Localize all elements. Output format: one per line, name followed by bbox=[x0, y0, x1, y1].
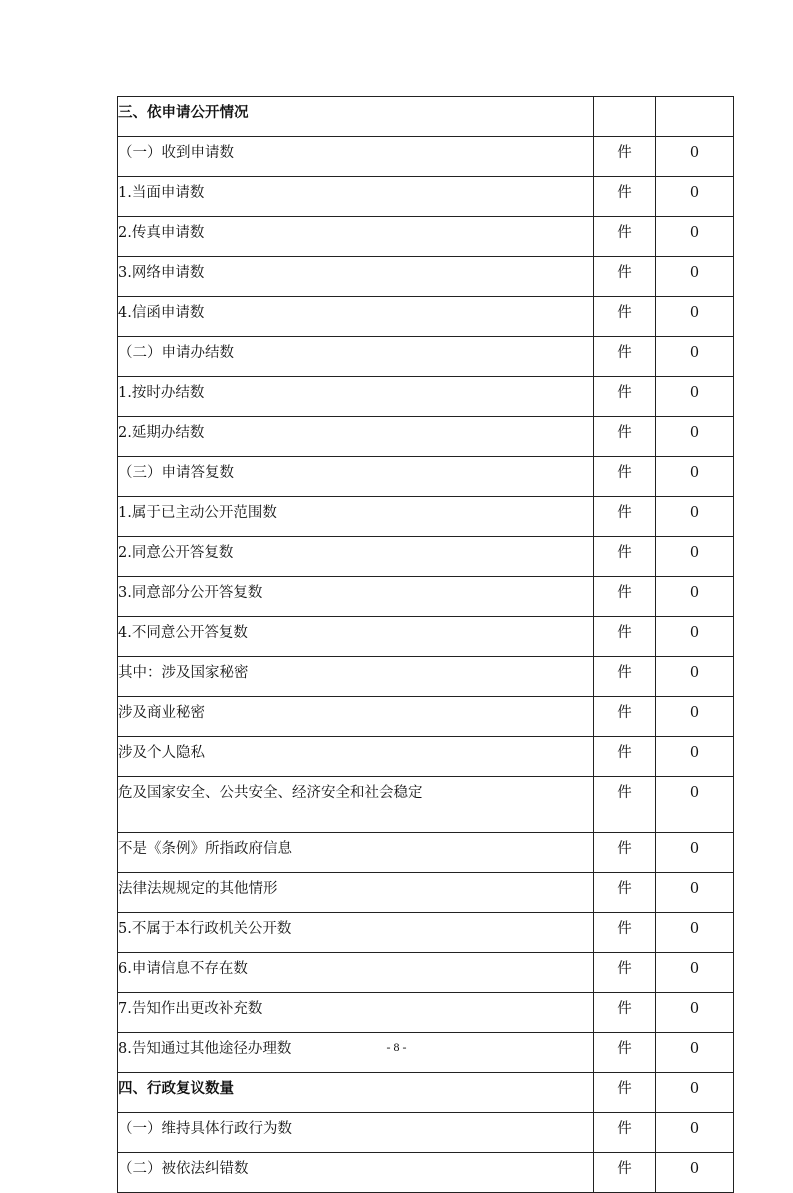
item-label: 不是《条例》所指政府信息 bbox=[118, 833, 594, 873]
value-cell: 0 bbox=[656, 737, 734, 777]
table-row bbox=[118, 137, 734, 177]
unit-cell: 件 bbox=[594, 873, 656, 913]
item-label: 2.同意公开答复数 bbox=[118, 537, 594, 577]
table-row bbox=[118, 177, 734, 217]
statistics-table bbox=[117, 96, 734, 1193]
unit-cell: 件 bbox=[594, 297, 656, 337]
table-row bbox=[118, 537, 734, 577]
item-label: 涉及商业秘密 bbox=[118, 697, 594, 737]
table-row bbox=[118, 777, 734, 833]
value-cell: 0 bbox=[656, 913, 734, 953]
table-row bbox=[118, 217, 734, 257]
unit-cell: 件 bbox=[594, 457, 656, 497]
value-cell: 0 bbox=[656, 297, 734, 337]
item-label: 1.属于已主动公开范围数 bbox=[118, 497, 594, 537]
unit-cell: 件 bbox=[594, 497, 656, 537]
section-heading: 四、行政复议数量 bbox=[118, 1073, 594, 1113]
unit-cell: 件 bbox=[594, 577, 656, 617]
value-cell: 0 bbox=[656, 993, 734, 1033]
item-label: 5.不属于本行政机关公开数 bbox=[118, 913, 594, 953]
item-label: 危及国家安全、公共安全、经济安全和社会稳定 bbox=[118, 777, 594, 833]
item-label: 2.延期办结数 bbox=[118, 417, 594, 457]
item-label: 1.当面申请数 bbox=[118, 177, 594, 217]
item-label: 3.网络申请数 bbox=[118, 257, 594, 297]
unit-cell: 件 bbox=[594, 417, 656, 457]
value-cell: 0 bbox=[656, 377, 734, 417]
unit-cell: 件 bbox=[594, 913, 656, 953]
value-cell: 0 bbox=[656, 417, 734, 457]
item-label: 4.不同意公开答复数 bbox=[118, 617, 594, 657]
table-row bbox=[118, 337, 734, 377]
value-cell: 0 bbox=[656, 537, 734, 577]
unit-cell: 件 bbox=[594, 777, 656, 833]
table-row bbox=[118, 417, 734, 457]
unit-cell: 件 bbox=[594, 1073, 656, 1113]
unit-cell: 件 bbox=[594, 217, 656, 257]
value-cell: 0 bbox=[656, 1033, 734, 1073]
unit-cell: 件 bbox=[594, 993, 656, 1033]
value-cell: 0 bbox=[656, 457, 734, 497]
item-label: 8.告知通过其他途径办理数 bbox=[118, 1033, 594, 1073]
unit-cell: 件 bbox=[594, 137, 656, 177]
section-heading: 三、依申请公开情况 bbox=[118, 97, 594, 137]
table-row bbox=[118, 913, 734, 953]
table-row bbox=[118, 697, 734, 737]
unit-cell: 件 bbox=[594, 697, 656, 737]
value-cell: 0 bbox=[656, 873, 734, 913]
table-row bbox=[118, 737, 734, 777]
value-cell: 0 bbox=[656, 953, 734, 993]
item-label: （二）被依法纠错数 bbox=[118, 1153, 594, 1193]
table-row bbox=[118, 833, 734, 873]
unit-cell: 件 bbox=[594, 953, 656, 993]
item-label: 涉及个人隐私 bbox=[118, 737, 594, 777]
value-cell: 0 bbox=[656, 577, 734, 617]
value-cell bbox=[656, 97, 734, 137]
value-cell: 0 bbox=[656, 777, 734, 833]
table-row bbox=[118, 497, 734, 537]
table-row bbox=[118, 1113, 734, 1153]
item-label: 法律法规规定的其他情形 bbox=[118, 873, 594, 913]
unit-cell: 件 bbox=[594, 257, 656, 297]
unit-cell: 件 bbox=[594, 337, 656, 377]
item-label: 2.传真申请数 bbox=[118, 217, 594, 257]
value-cell: 0 bbox=[656, 257, 734, 297]
value-cell: 0 bbox=[656, 833, 734, 873]
page-number: - 8 - bbox=[386, 1040, 407, 1054]
value-cell: 0 bbox=[656, 1073, 734, 1113]
table-row bbox=[118, 993, 734, 1033]
table-row bbox=[118, 297, 734, 337]
value-cell: 0 bbox=[656, 617, 734, 657]
value-cell: 0 bbox=[656, 177, 734, 217]
value-cell: 0 bbox=[656, 497, 734, 537]
value-cell: 0 bbox=[656, 697, 734, 737]
unit-cell: 件 bbox=[594, 737, 656, 777]
unit-cell bbox=[594, 97, 656, 137]
value-cell: 0 bbox=[656, 137, 734, 177]
item-label: （三）申请答复数 bbox=[118, 457, 594, 497]
table-row bbox=[118, 617, 734, 657]
unit-cell: 件 bbox=[594, 617, 656, 657]
item-label: （一）维持具体行政行为数 bbox=[118, 1113, 594, 1153]
value-cell: 0 bbox=[656, 217, 734, 257]
table-row bbox=[118, 577, 734, 617]
item-label: （二）申请办结数 bbox=[118, 337, 594, 377]
item-label: 4.信函申请数 bbox=[118, 297, 594, 337]
value-cell: 0 bbox=[656, 1113, 734, 1153]
table-row bbox=[118, 457, 734, 497]
table-row bbox=[118, 657, 734, 697]
item-label: 7.告知作出更改补充数 bbox=[118, 993, 594, 1033]
table-row bbox=[118, 873, 734, 913]
table-row bbox=[118, 377, 734, 417]
item-label: 6.申请信息不存在数 bbox=[118, 953, 594, 993]
table-row bbox=[118, 1073, 734, 1113]
unit-cell: 件 bbox=[594, 177, 656, 217]
item-label: （一）收到申请数 bbox=[118, 137, 594, 177]
unit-cell: 件 bbox=[594, 1113, 656, 1153]
item-label: 3.同意部分公开答复数 bbox=[118, 577, 594, 617]
unit-cell: 件 bbox=[594, 833, 656, 873]
table-row bbox=[118, 97, 734, 137]
unit-cell: 件 bbox=[594, 1033, 656, 1073]
unit-cell: 件 bbox=[594, 377, 656, 417]
item-label: 其中：涉及国家秘密 bbox=[118, 657, 594, 697]
table-row bbox=[118, 1153, 734, 1193]
table-row bbox=[118, 257, 734, 297]
value-cell: 0 bbox=[656, 337, 734, 377]
item-label: 1.按时办结数 bbox=[118, 377, 594, 417]
table-row bbox=[118, 953, 734, 993]
unit-cell: 件 bbox=[594, 537, 656, 577]
value-cell: 0 bbox=[656, 657, 734, 697]
value-cell: 0 bbox=[656, 1153, 734, 1193]
unit-cell: 件 bbox=[594, 657, 656, 697]
unit-cell: 件 bbox=[594, 1153, 656, 1193]
